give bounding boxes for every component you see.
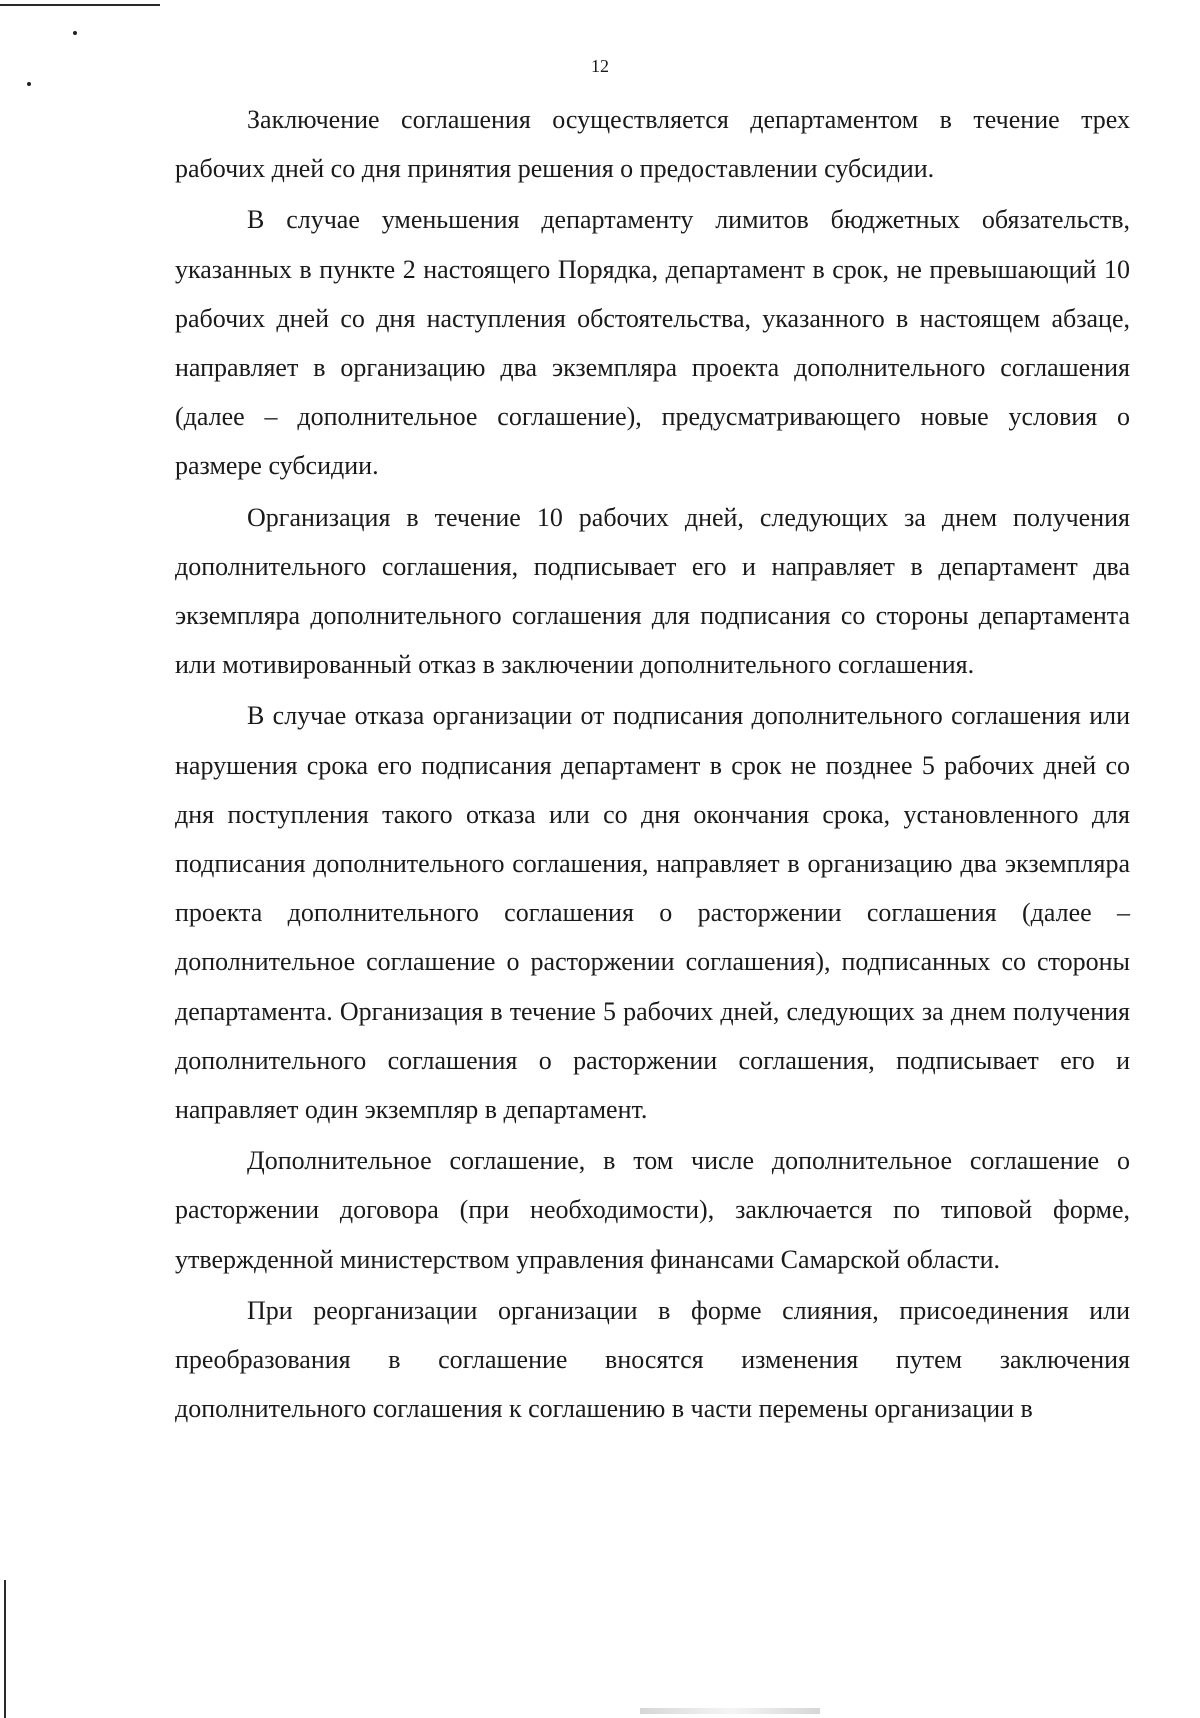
paragraph-5: Дополнительное соглашение, в том числе дополнительное соглашение о расторжении договора (при необходимости), заключается по типовой форме, утвержденной министерством управления финансами Самарской области. bbox=[175, 1146, 1130, 1274]
scan-edge-line-left bbox=[4, 1580, 6, 1718]
paragraph-1: Заключение соглашения осуществляется департаментом в течение трех рабочих дней со дня принятия решения о предоставлении субсидии. bbox=[175, 105, 1130, 184]
paragraph-3: Организация в течение 10 рабочих дней, следующих за днем получения дополнительного соглашения, подписывает его и направляет в департамент два экземпляра дополнительного соглашения для подписания со стороны департамента или мотивированный отказ в заключении дополнительного соглашения. bbox=[175, 502, 1130, 680]
scan-speck bbox=[27, 82, 31, 86]
paragraph-6: При реорганизации организации в форме слияния, присоединения или преобразования в соглашение вносятся изменения путем заключения дополнительного соглашения к соглашению в части перемены организации в bbox=[175, 1295, 1130, 1424]
paragraph-2: В случае уменьшения департаменту лимитов бюджетных обязательств, указанных в пункте 2 настоящего Порядка, департамент в срок, не превышающий 10 рабочих дней со дня наступления обстоятельства, указанного в настоящем абзаце, направляет в организацию два экземпляра проекта дополнительного соглашения (далее – дополнительное соглашение), предусматривающего новые условия о размере субсидии. bbox=[175, 205, 1130, 481]
scan-speck bbox=[73, 31, 77, 35]
scan-smudge-bottom bbox=[640, 1708, 820, 1714]
page-number: 12 bbox=[591, 56, 609, 76]
scan-edge-line-top bbox=[0, 4, 160, 6]
document-body bbox=[175, 95, 1130, 1435]
paragraph-4: В случае отказа организации от подписания дополнительного соглашения или нарушения срока его подписания департамент в срок не позднее 5 рабочих дней со дня поступления такого отказа или со дня окончания срока, установленного для подписания дополнительного соглашения, направляет в организацию два экземпляра проекта дополнительного соглашения о расторжении соглашения (далее – дополнительное соглашение о расторжении соглашения), подписанных со стороны департамента. Организация в течение 5 рабочих дней, следующих за днем получения дополнительного соглашения о расторжении соглашения, подписывает его и направляет один экземпляр в департамент. bbox=[175, 701, 1130, 1125]
